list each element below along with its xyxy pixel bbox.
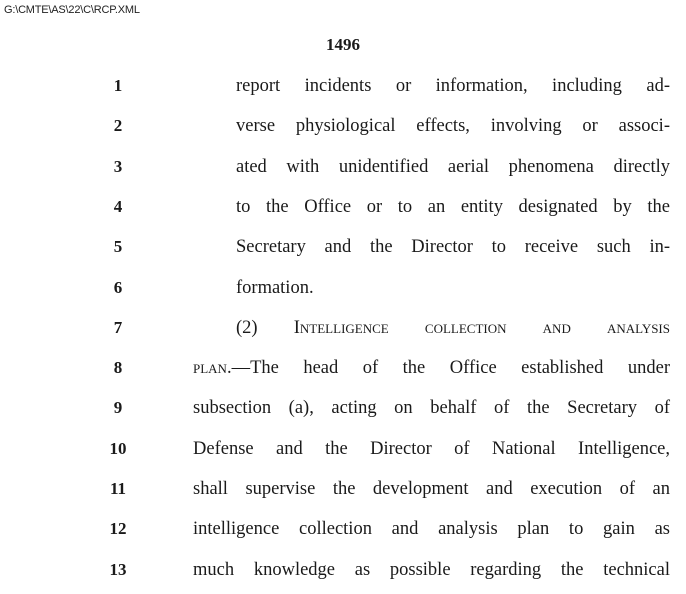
line-number: 5 <box>113 237 123 256</box>
line-text: ated with unidentified aerial phenomena directly <box>236 157 670 177</box>
text-line <box>0 318 686 348</box>
line-text: much knowledge as possible regarding the technical <box>193 560 670 580</box>
line-number: 2 <box>113 116 123 135</box>
line-text: Secretary and the Director to receive such in- <box>236 237 670 257</box>
text-line <box>0 398 686 428</box>
line-number: 10 <box>109 439 127 458</box>
text-line <box>0 560 686 590</box>
line-number: 9 <box>113 398 123 417</box>
text-line <box>0 237 686 267</box>
line-number: 11 <box>109 479 127 498</box>
paragraph-heading-line <box>236 318 670 339</box>
text-line <box>0 76 686 106</box>
paragraph-heading-end: plan. <box>193 358 232 378</box>
line-text: verse physiological effects, involving or associ- <box>236 116 670 136</box>
file-path: G:\CMTE\AS\22\C\RCP.XML <box>4 4 140 16</box>
text-line <box>0 116 686 146</box>
page-number: 1496 <box>326 35 360 54</box>
text-line <box>0 358 686 388</box>
line-number: 6 <box>113 278 123 297</box>
text-line <box>0 439 686 469</box>
line-text: —The head of the Office established under <box>231 358 670 378</box>
line-text: Defense and the Director of National Intelligence, <box>193 439 670 459</box>
line-text: shall supervise the development and execution of an <box>193 479 670 499</box>
line-number: 1 <box>113 76 123 95</box>
line-number: 3 <box>113 157 123 176</box>
text-line <box>0 519 686 549</box>
line-text: subsection (a), acting on behalf of the Secretary of <box>193 398 670 418</box>
line-text: formation. <box>236 278 314 298</box>
line-number: 13 <box>109 560 127 579</box>
line-text: report incidents or information, including ad- <box>236 76 670 96</box>
text-line <box>0 197 686 227</box>
text-line <box>0 278 686 308</box>
line-number: 12 <box>109 519 127 538</box>
line-text-with-heading <box>193 358 670 379</box>
line-number: 7 <box>113 318 123 337</box>
line-number: 4 <box>113 197 123 216</box>
line-text: intelligence collection and analysis plan to gain as <box>193 519 670 539</box>
paragraph-number: (2) <box>236 318 294 338</box>
line-text: to the Office or to an entity designated by the <box>236 197 670 217</box>
paragraph-heading: Intelligence collection and analysis <box>293 318 670 338</box>
text-line <box>0 479 686 509</box>
line-number: 8 <box>113 358 123 377</box>
text-line <box>0 157 686 187</box>
